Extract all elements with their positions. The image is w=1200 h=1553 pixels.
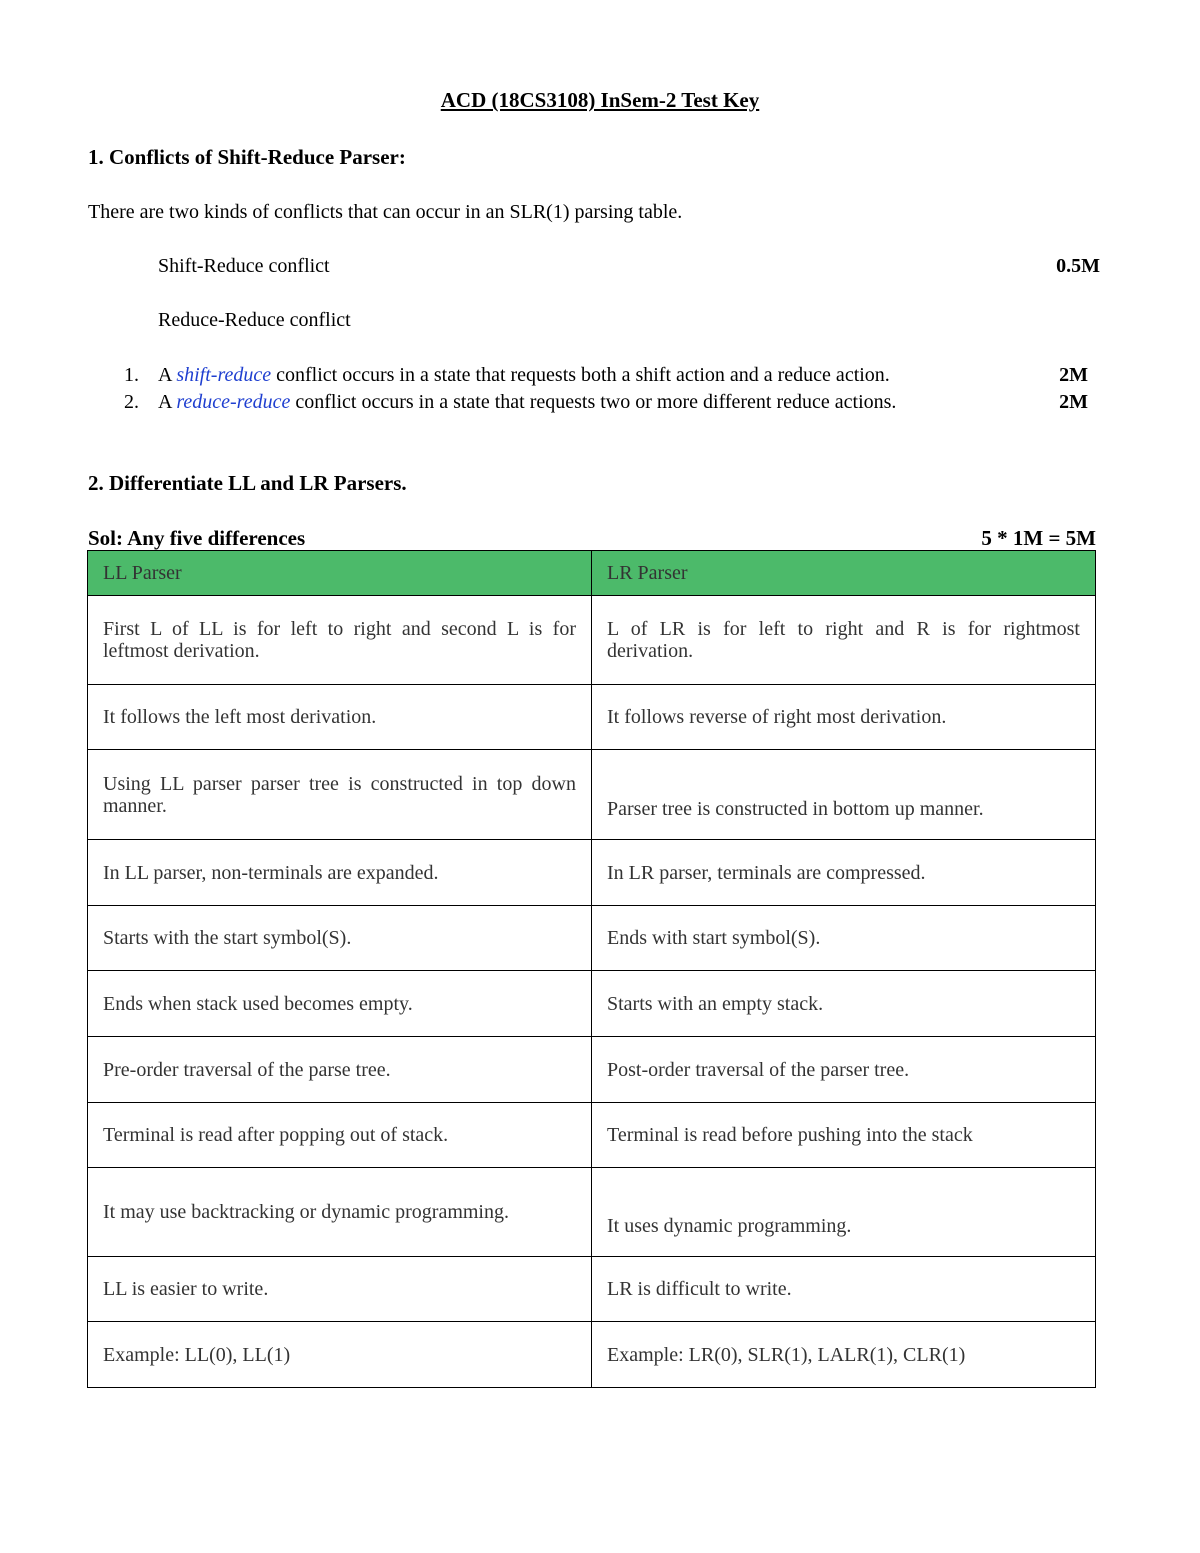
- lr-cell: In LR parser, terminals are compressed.: [592, 840, 1096, 906]
- ll-cell: It may use backtracking or dynamic programming.: [88, 1168, 592, 1257]
- lr-cell: L of LR is for left to right and R is for rightmost derivation.: [592, 596, 1096, 685]
- table-row: [88, 1322, 1096, 1388]
- ll-cell: Terminal is read after popping out of stack.: [88, 1103, 592, 1168]
- ll-cell: Using LL parser parser tree is constructed in top down manner.: [88, 750, 592, 840]
- table-row: [88, 596, 1096, 685]
- conflict-kind-reduce-reduce: Reduce-Reduce conflict: [158, 309, 351, 331]
- ll-cell: Pre-order traversal of the parse tree.: [88, 1037, 592, 1103]
- lr-cell: It follows reverse of right most derivation.: [592, 685, 1096, 750]
- table-row: [88, 1103, 1096, 1168]
- ll-lr-comparison-table: [87, 550, 1096, 1388]
- lr-cell: It uses dynamic programming.: [592, 1168, 1096, 1257]
- point-1-number: 1.: [124, 364, 139, 386]
- table-row: [88, 1037, 1096, 1103]
- ll-cell: First L of LL is for left to right and second L is for leftmost derivation.: [88, 596, 592, 685]
- table-row: [88, 685, 1096, 750]
- lr-cell: Starts with an empty stack.: [592, 971, 1096, 1037]
- lr-cell: Ends with start symbol(S).: [592, 906, 1096, 971]
- table-row: [88, 971, 1096, 1037]
- q2-sol: Sol: Any five differences: [88, 526, 306, 550]
- point-2-text: A reduce-reduce conflict occurs in a state that requests two or more different reduce actions.: [158, 391, 897, 413]
- ll-cell: Example: LL(0), LL(1): [88, 1322, 592, 1388]
- reduce-reduce-term: reduce-reduce: [176, 391, 291, 413]
- table-row: [88, 906, 1096, 971]
- table-row: [88, 750, 1096, 840]
- q1-heading: 1. Conflicts of Shift-Reduce Parser:: [88, 145, 406, 169]
- kinds-marks: 0.5M: [1056, 255, 1100, 277]
- point-2-number: 2.: [124, 391, 139, 413]
- table-row: [88, 1257, 1096, 1322]
- shift-reduce-term: shift-reduce: [176, 364, 272, 386]
- ll-cell: Starts with the start symbol(S).: [88, 906, 592, 971]
- q1-intro: There are two kinds of conflicts that can occur in an SLR(1) parsing table.: [88, 201, 683, 223]
- point-1-text: A shift-reduce conflict occurs in a state that requests both a shift action and a reduce action.: [158, 364, 890, 386]
- table-header-row: [88, 551, 1096, 596]
- lr-cell: Terminal is read before pushing into the stack: [592, 1103, 1096, 1168]
- conflict-kind-shift-reduce: Shift-Reduce conflict: [158, 255, 330, 277]
- point-2-marks: 2M: [1059, 391, 1088, 413]
- ll-cell: Ends when stack used becomes empty.: [88, 971, 592, 1037]
- table-row: [88, 840, 1096, 906]
- lr-cell: Post-order traversal of the parser tree.: [592, 1037, 1096, 1103]
- q2-heading: 2. Differentiate LL and LR Parsers.: [88, 471, 407, 495]
- header-lr-parser: LR Parser: [592, 551, 1096, 596]
- ll-cell: In LL parser, non-terminals are expanded.: [88, 840, 592, 906]
- point-1-marks: 2M: [1059, 364, 1088, 386]
- header-ll-parser: LL Parser: [88, 551, 592, 596]
- q2-sol-marks: 5 * 1M = 5M: [981, 526, 1096, 550]
- lr-cell: LR is difficult to write.: [592, 1257, 1096, 1322]
- document-title: ACD (18CS3108) InSem-2 Test Key: [440, 88, 760, 112]
- ll-cell: LL is easier to write.: [88, 1257, 592, 1322]
- table-row: [88, 1168, 1096, 1257]
- lr-cell: Example: LR(0), SLR(1), LALR(1), CLR(1): [592, 1322, 1096, 1388]
- lr-cell: Parser tree is constructed in bottom up manner.: [592, 750, 1096, 840]
- ll-cell: It follows the left most derivation.: [88, 685, 592, 750]
